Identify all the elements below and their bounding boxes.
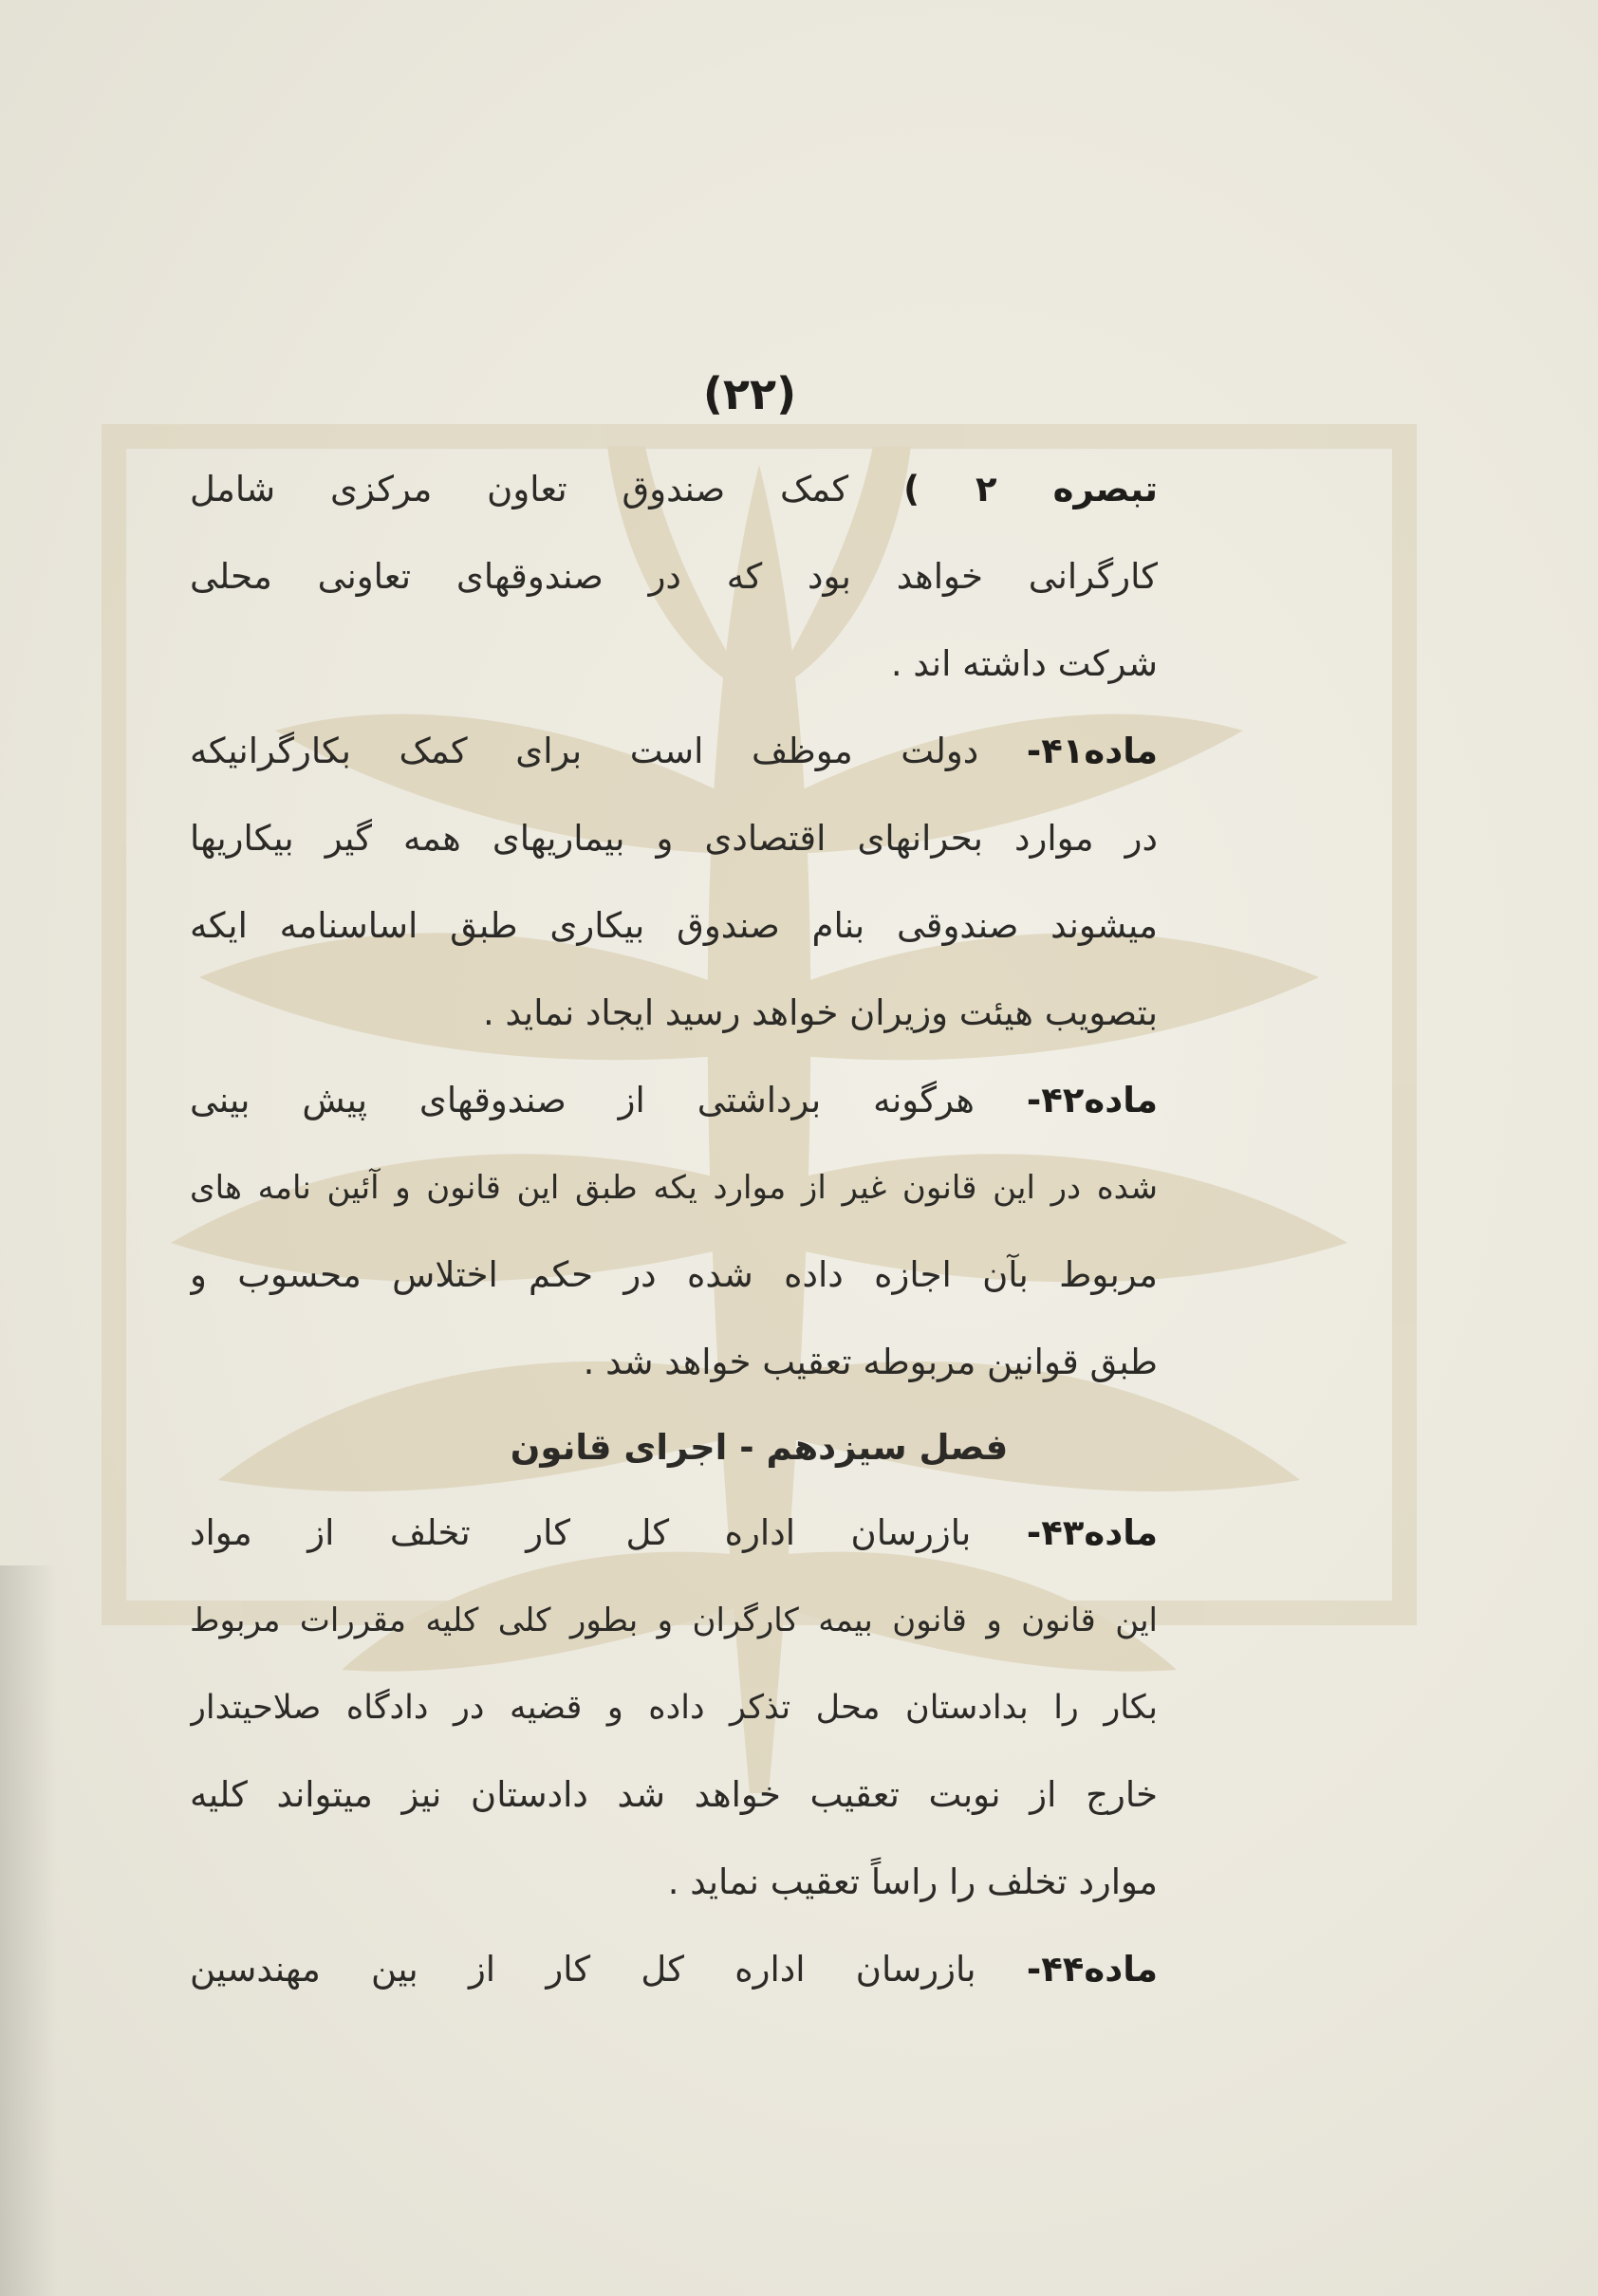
text-line xyxy=(190,1839,1158,1926)
line-text: کمک صندوق تعاون مرکزی شامل xyxy=(190,469,904,509)
line-text: مربوط بآن اجازه داده شده در حکم اختلاس محسوب و xyxy=(190,1254,1158,1295)
line-text: این قانون و قانون بیمه کارگران و بطور کلی کلیه مقررات مربوط xyxy=(190,1602,1158,1639)
line-text: میشوند صندوقی بنام صندوق بیکاری طبق اساسنامه ایکه xyxy=(190,905,1158,946)
line-text: شرکت داشته اند . xyxy=(890,643,1158,684)
text-line xyxy=(190,1926,1158,2013)
line-text: موارد تخلف را راساً تعقیب نماید . xyxy=(667,1861,1158,1902)
text-line xyxy=(190,1144,1158,1231)
text-line xyxy=(190,533,1158,620)
line-text: بکار را بدادستان محل تذکر داده و قضیه در دادگاه صلاحیتدار xyxy=(190,1689,1158,1727)
line-text: خارج از نوبت تعقیب خواهد شد دادستان نیز میتواند کلیه xyxy=(190,1774,1158,1815)
line-text: هرگونه برداشتی از صندوقهای پیش بینی xyxy=(190,1080,1027,1120)
text-line xyxy=(190,1577,1158,1664)
text-line xyxy=(190,1319,1158,1406)
text-line xyxy=(190,620,1158,708)
article-heading: ماده۴۲- xyxy=(1026,1080,1158,1120)
chapter-heading xyxy=(190,1406,1158,1490)
text-line xyxy=(190,708,1158,795)
text-line xyxy=(190,1057,1158,1144)
text-line xyxy=(190,1751,1158,1839)
text-line xyxy=(190,1490,1158,1577)
line-text: بتصویب هیئت وزیران خواهد رسید ایجاد نماید . xyxy=(482,992,1158,1033)
line-text: شده در این قانون غیر از موارد یکه طبق این قانون و آئین نامه های xyxy=(190,1169,1158,1207)
article-heading: ماده۴۳- xyxy=(1026,1512,1158,1553)
text-line xyxy=(190,1231,1158,1319)
text-line xyxy=(190,970,1158,1057)
line-text: کارگرانی خواهد بود که در صندوقهای تعاونی محلی xyxy=(190,556,1158,597)
line-text: در موارد بحرانهای اقتصادی و بیماریهای همه گیر بیکاریها xyxy=(190,818,1158,859)
note-heading: تبصره ۲ ) xyxy=(903,469,1158,509)
line-text: طبق قوانین مربوطه تعقیب خواهد شد . xyxy=(583,1342,1158,1382)
text-line xyxy=(190,795,1158,882)
text-line xyxy=(190,882,1158,970)
text-line xyxy=(190,446,1158,533)
line-text: بازرسان اداره کل کار تخلف از مواد xyxy=(190,1512,1027,1553)
body-text xyxy=(190,446,1158,2013)
line-text: بازرسان اداره کل کار از بین مهندسین xyxy=(190,1949,1027,1990)
chapter-title: فصل سیزدهم - اجرای قانون xyxy=(510,1427,1009,1468)
scan-edge-shadow xyxy=(0,1565,57,2296)
page-number: (۲۲) xyxy=(702,368,797,419)
text-line xyxy=(190,1664,1158,1751)
line-text: دولت موظف است برای کمک بکارگرانیکه xyxy=(190,731,1027,771)
article-heading: ماده۴۴- xyxy=(1026,1949,1158,1990)
article-heading: ماده۴۱- xyxy=(1026,731,1158,771)
